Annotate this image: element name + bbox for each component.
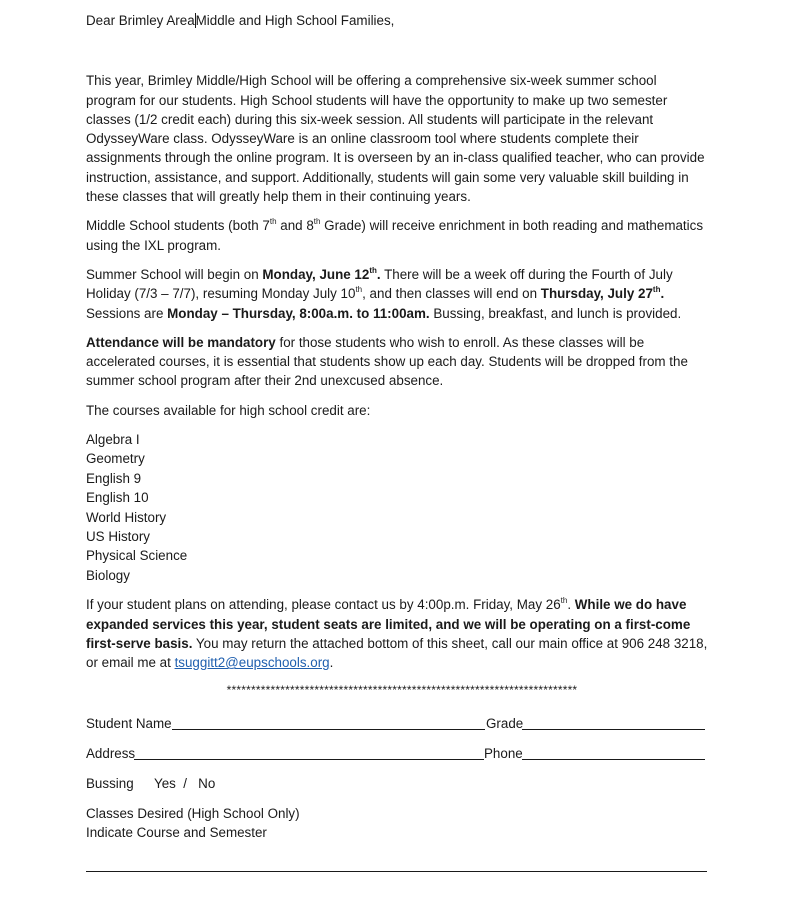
phone-field[interactable] [522,759,705,760]
indicate-course-label: Indicate Course and Semester [86,825,267,841]
grade-field[interactable] [522,729,705,730]
grade-label: Grade [486,715,524,731]
bussing-label: Bussing [86,775,134,791]
list-item: Algebra I [86,432,140,448]
paragraph-intro: This year, Brimley Middle/High School will be offering a comprehensive six-week summer school program for our students. High School students will have the opportunity to make up two semester classes (1/2 credit each) during this six-week session. All students will participate in the relevant OdysseyWare class. OdysseyWare is an online classroom tool where students complete their assignments through the online program. It is overseen by an in-class qualified teacher, who can provide instruction, assistance, and support. Additionally, students will gain some very valuable skill building in these classes that will greatly help them in their continuing years. [86,73,705,205]
course-list [86,430,710,585]
list-item: World History [86,509,167,525]
letter-body [86,11,710,842]
list-item: Biology [86,567,130,583]
address-label: Address [86,745,136,761]
list-item: Physical Science [86,548,188,564]
student-name-field[interactable] [172,729,485,730]
form-row-name [86,714,710,733]
paragraph-schedule: Summer School will begin on Monday, June 12th. There will be a week off during the Fourth of July Holiday (7/3 – 7/7), resuming Monday July 10th, and then classes will end on Thursday, July 27th. Sessions are Monday – Thursday, 8:00a.m. to 11:00am. Bussing, breakfast, and lunch is provided. [86,265,682,321]
greeting-part: Dear Brimley Area [86,13,195,28]
paragraph-attendance: Attendance will be mandatory for those students who wish to enroll. As these classes will be accelerated courses, it is essential that students show up each day. Students will be dropped from the summer school program after their 2nd unexcused absence. [86,334,688,389]
list-item: US History [86,529,150,545]
list-item: English 10 [86,490,149,506]
paragraph-contact: If your student plans on attending, please contact us by 4:00p.m. Friday, May 26th. While we do have expanded services this year, student seats are limited, and we will be operating on a first-come first-serve basis. You may return the attached bottom of this sheet, call our main office at 906 248 3218, or email me at tsuggitt2@eupschools.org. [86,596,708,671]
greeting [86,11,710,30]
separator-stars: ************************************************************************ [226,683,578,698]
classes-desired-field[interactable] [86,871,707,872]
phone-label: Phone [484,745,523,761]
form-row-bussing [86,774,710,793]
form-row-address [86,744,710,763]
greeting-part: Middle and High School Families, [195,13,395,28]
courses-intro: The courses available for high school credit are: [86,402,371,418]
student-name-label: Student Name [86,715,172,731]
list-item: Geometry [86,451,145,467]
paragraph-middle-school: Middle School students (both 7th and 8th Grade) will receive enrichment in both reading and mathematics using the IXL program. [86,217,704,253]
classes-desired-label: Classes Desired (High School Only) [86,805,300,821]
address-field[interactable] [134,759,484,760]
bussing-options[interactable]: Yes / No [154,775,216,791]
list-item: English 9 [86,470,142,486]
email-link[interactable]: tsuggitt2@eupschools.org [174,655,330,671]
